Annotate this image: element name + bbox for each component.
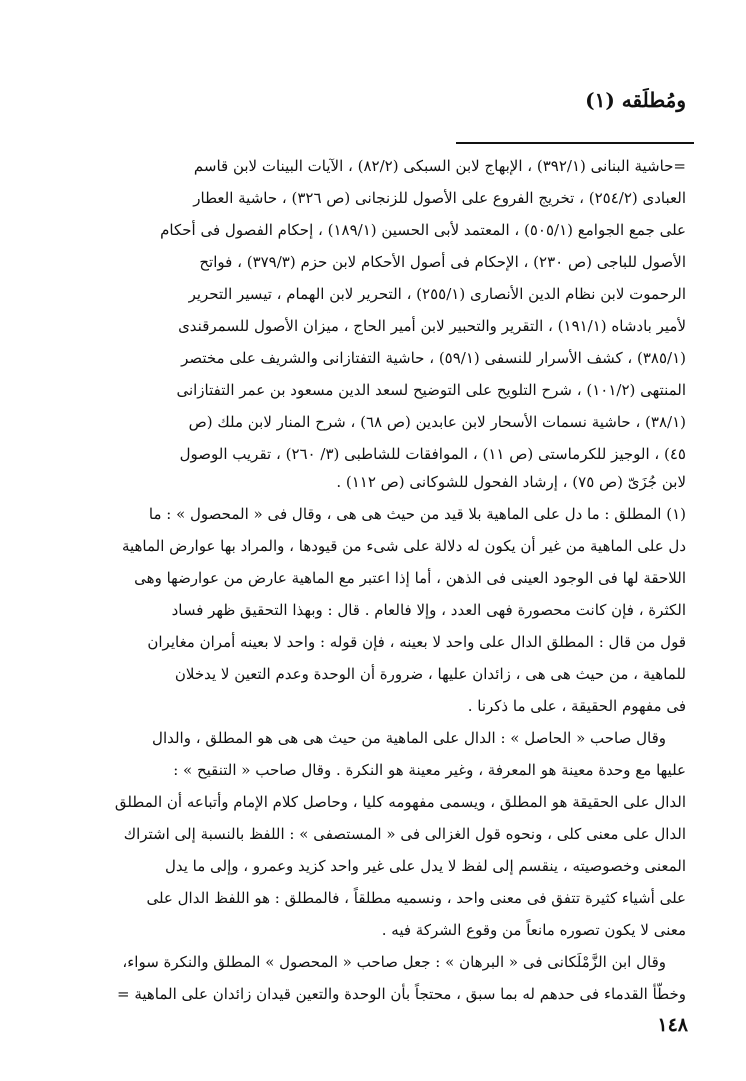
footnote-line: (٣٨/١) ، حاشية نسمات الأسحار لابن عابدين (ص ٦٨) ، شرح المنار لابن ملك (ص — [188, 413, 686, 431]
page-number: ١٤٨ — [657, 1014, 688, 1036]
footnote-line: الدال على معنى كلى ، ونحوه قول الغزالى فى « المستصفى » : اللفظ بالنسبة إلى اشتراك — [123, 825, 686, 843]
footnote-separator — [456, 142, 694, 144]
footnote-line: لابن جُزَىّ (ص ٧٥) ، إرشاد الفحول للشوكانى (ص ١١٢) . — [336, 473, 686, 491]
footnote-line: الرحموت لابن نظام الدين الأنصارى (٢٥٥/١) ، التحرير لابن الهمام ، تيسير التحرير — [188, 285, 686, 303]
footnote-line: على جمع الجوامع (٥٠٥/١) ، المعتمد لأبى الحسين (١٨٩/١) ، إحكام الفصول فى أحكام — [160, 221, 686, 239]
footnote-line: لأمير بادشاه (١٩١/١) ، التقرير والتحبير لابن أمير الحاج ، ميزان الأصول للسمرقندى — [178, 317, 686, 335]
footnote-line: للماهية ، من حيث هى هى ، زائدان عليها ، ضرورة أن الوحدة وعدم التعين لا يدخلان — [174, 665, 686, 683]
footnote-line: وقال صاحب « الحاصل » : الدال على الماهية من حيث هى هى هو المطلق ، والدال — [152, 729, 666, 747]
footnote-line: ٤٥) ، الوجيز للكرماستى (ص ١١) ، الموافقات للشاطبى (٣/ ٢٦٠) ، تقريب الوصول — [179, 445, 686, 463]
footnote-line: (٣٨٥/١) ، كشف الأسرار للنسفى (٥٩/١) ، حاشية التفتازانى والشريف على مختصر — [181, 349, 686, 367]
footnote-line: وقال ابن الزَّمْلَكانى فى « البرهان » : جعل صاحب « المحصول » المطلق والنكرة سواء، — [122, 953, 666, 971]
footnote-line: الدال على الحقيقة هو المطلق ، ويسمى مفهومه كليا ، وحاصل كلام الإمام وأتباعه أن المطلق — [114, 793, 686, 811]
footnote-line: قول من قال : المطلق الدال على واحد لا بعينه ، فإن قوله : واحد لا بعينه أمران مغايران — [147, 633, 686, 651]
footnote-line: عليها مع وحدة معينة هو المعرفة ، وغير معينة هو النكرة . وقال صاحب « التنقيح » : — [173, 761, 686, 779]
footnote-line: العبادى (٢٥٤/٢) ، تخريج الفروع على الأصول للزنجانى (ص ٣٢٦) ، حاشية العطار — [193, 189, 686, 207]
footnote-line: على أشياء كثيرة تتفق فى معنى واحد ، ونسميه مطلقاً ، فالمطلق : هو اللفظ الدال على — [146, 889, 686, 907]
footnote-line: الكثرة ، فإن كانت محصورة فهى العدد ، وإلا فالعام . قال : وبهذا التحقيق ظهر فساد — [171, 601, 686, 619]
footnote-line: المعنى وخصوصيته ، ينقسم إلى لفظ لا يدل على غير واحد كزيد وعمرو ، وإلى ما يدل — [164, 857, 686, 875]
footnote-line: فى مفهوم الحقيقة ، على ما ذكرنا . — [467, 697, 686, 715]
footnote-line: وخطّأ القدماء فى حدهم له بما سبق ، محتجاً بأن الوحدة والتعين قيدان زائدان على الماهية = — [116, 985, 686, 1003]
section-heading: ومُطلَقه (١) — [585, 88, 686, 112]
footnote-line: معنى لا يكون تصوره مانعاً من وقوع الشركة فيه . — [381, 921, 686, 939]
footnote-line: دل على الماهية من غير أن يكون له دلالة على شىء من قيودها ، والمراد بها عوارض الماهية — [121, 537, 686, 555]
footnote-line: =حاشية البنانى (٣٩٢/١) ، الإبهاج لابن السبكى (٨٢/٢) ، الآيات البينات لابن قاسم — [193, 157, 686, 175]
footnote-line: المنتهى (١٠١/٢) ، شرح التلويح على التوضيح لسعد الدين مسعود بن عمر التفتازانى — [176, 381, 686, 399]
footnote-line: الأصول للباجى (ص ٢٣٠) ، الإحكام فى أصول الأحكام لابن حزم (٣٧٩/٣) ، فواتح — [199, 253, 686, 271]
footnote-line: (١) المطلق : ما دل على الماهية بلا قيد من حيث هى هى ، وقال فى « المحصول » : ما — [148, 505, 686, 523]
footnote-line: اللاحقة لها فى الوجود العينى فى الذهن ، أما إذا اعتبر مع الماهية عارض من عوارضها وهى — [134, 569, 686, 587]
